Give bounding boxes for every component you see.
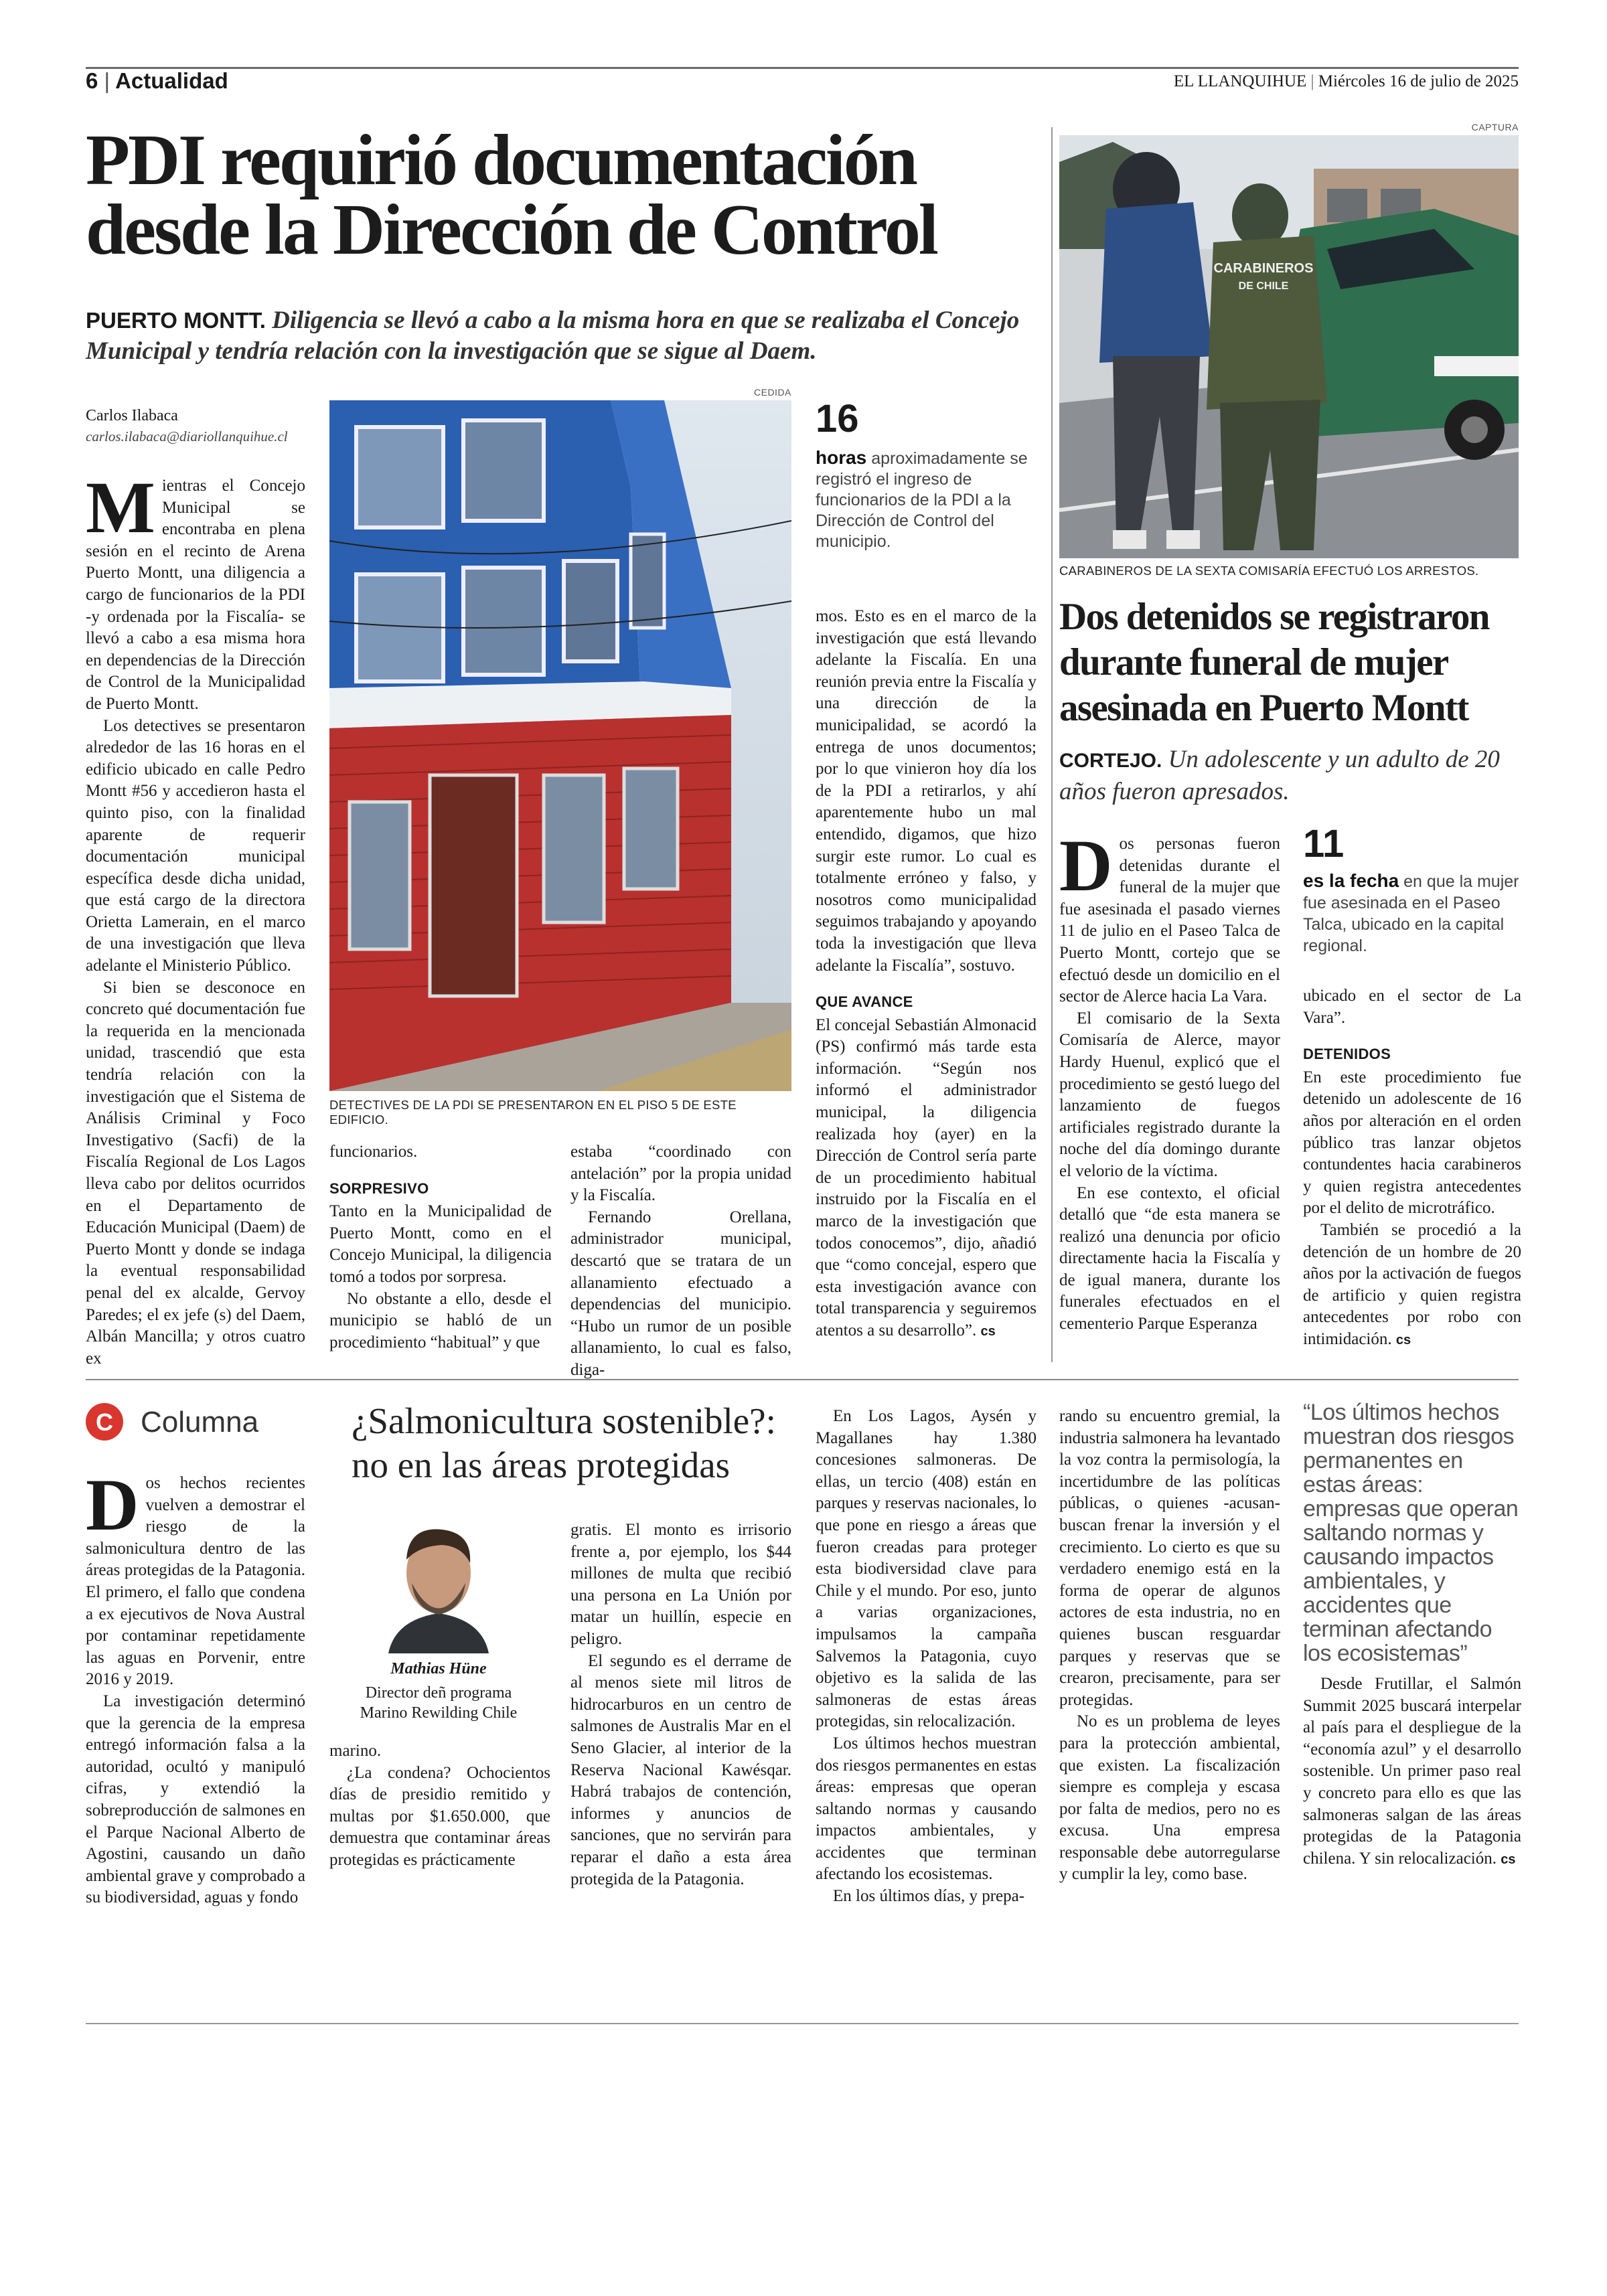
main-photo-credit: CEDIDA [754, 387, 791, 398]
side-headline [1059, 594, 1489, 731]
side-lead-text: Un adolescente y un adulto de 20 años fueron apresados. [1059, 746, 1500, 805]
column-col1-p2: La investigación determinó que la gerencia de la empresa entregó información falsa a la autoridad, ocultó y manipuló cifras, y extendió la sobreproducción de salmones en el Parque Nacional Alberto de Agostini, causando un daño ambiental grave y comprobado a su biodiversidad, aguas y fondo [86, 1692, 305, 1907]
column-col2-p2: ¿La condena? Ochocientos días de presidio remitido y multas por $1.650.000, que demuestra que contaminar áreas protegidas es prácticamente [329, 1763, 550, 1869]
column-col4-p3: En los últimos días, y prepa- [833, 1887, 1025, 1906]
side-end-mark: cs [1395, 1332, 1411, 1347]
header-separator: | [104, 68, 110, 93]
column-col1-p1: os hechos recientes vuelven a demostrar el riesgo de la salmonicultura dentro de las áreas protegidas de la Patagonia. El primero, el fallo que condena a ex ejecutivos de Nova Austral por contaminar repetidamente las aguas en Porvenir, entre 2016 y 2019. [86, 1474, 305, 1689]
main-col4-p2: El concejal Sebastián Almonacid (PS) confirmó más tarde esta información. “Según nos informó el administrador municipal, la diligencia realizada hoy (ayer) en la Dirección de Control sería parte de un procedimiento habitual instruido por la Fiscalía en el marco de la investigación que todos conocemos”, dijo, añadió que “como concejal, espero que esta investigación avance con total transparencia y seguiremos atentos a su desarrollo”. [816, 1015, 1037, 1339]
column-badge-letter: C [96, 1408, 113, 1436]
side-headline-line-1: Dos detenidos se registraron [1059, 596, 1489, 638]
column-col-1 [86, 1464, 305, 1909]
bottom-rule [86, 2023, 1519, 2024]
column-title-line-1: ¿Salmonicultura sostenible?: [352, 1400, 776, 1441]
side-headline-line-2: durante funeral de mujer [1059, 641, 1448, 683]
column-col6-p1: Desde Frutillar, el Salmón Summit 2025 buscará interpelar al país para el despliegue de la “economía azul” y el desarrollo sostenible. Un primer paso real y concreto para ello es que las salmoneras salgan de las áreas protegidas de la Patagonia chilena. Y sin relocalización. [1303, 1675, 1521, 1868]
main-lead-text: Diligencia se llevó a cabo a la misma hora en que se realizaba el Concejo Municipal y tendría relación con la investigación que se sigue al Daem. [86, 307, 1020, 365]
column-col2-p1: marino. [329, 1742, 382, 1760]
column-col5-p1: rando su encuentro gremial, la industria salmonera ha levantado la voz contra la permisología, la incertidumbre de las políticas públicas, o quienes -acusan- buscan frenar la inversión y el crecimiento. Lo cierto es que su verdadero enemigo está en la forma de operar de algunos actores de esta industria, no en quienes buscan resguardar parques y reservas que se crearon, precisamente, para ser protegidas. [1059, 1407, 1280, 1709]
column-author-role-line-1: Director deñ programa [365, 1684, 512, 1702]
column-title-line-2: no en las áreas protegidas [352, 1445, 731, 1485]
column-author-role [341, 1683, 536, 1723]
header-top-rule [86, 67, 1519, 69]
publication-date: Miércoles 16 de julio de 2025 [1318, 72, 1519, 90]
side-col2-p3: También se procedió a la detención de un hombre de 20 años por la activación de fuegos de artificio y quien registra antecedentes por robo con intimidación. [1303, 1220, 1521, 1348]
side-col1-p1: os personas fueron detenidas durante el funeral de la mujer que fue asesinada el pasado viernes 11 de julio en el Paseo Talca de Puerto Montt, cortejo que se efectuó desde un domicilio en el sector de Alerce hacia La Vara. [1059, 835, 1280, 1006]
side-col1-p3: En ese contexto, el oficial detalló que “de esta manera se realizó una denuncia por oficio directamente hacia la Fiscalía y de igual manera, durante los funerales efectuados en el cementerio Parque Esperanza [1059, 1183, 1280, 1333]
column-col-3 [570, 1520, 791, 1890]
main-col4-subhead: QUE AVANCE [816, 993, 913, 1011]
page-number: 6 [86, 68, 98, 93]
side-col2-subhead: DETENIDOS [1303, 1046, 1391, 1063]
newspaper-name: EL LLANQUIHUE [1173, 72, 1307, 90]
main-headline-line-1: PDI requirió documentación [86, 120, 916, 200]
side-stat-box [1303, 870, 1521, 957]
side-stat-bold: es la fecha [1303, 870, 1399, 891]
side-stat-number: 11 [1303, 822, 1345, 866]
main-stat-box [816, 447, 1032, 552]
section-rule [86, 1379, 1519, 1380]
main-photo-building [329, 400, 791, 1091]
side-photo-credit: CAPTURA [1471, 122, 1519, 133]
main-headline-line-2: desde la Dirección de Control [86, 190, 937, 270]
main-col3-p2: Fernando Orellana, administrador municipal, descartó que se tratara de un allanamiento efectuado a dependencias del municipio. “Hubo un rumor de un posible allanamiento, lo cual es falso, diga- [570, 1208, 791, 1379]
column-divider [1051, 127, 1053, 1362]
main-author-email[interactable]: carlos.ilabaca@diariollanquihue.cl [86, 428, 288, 444]
main-end-mark: cs [980, 1324, 996, 1339]
column-col5-p2: No es un problema de leyes para la protección ambiental, que existen. La fiscalización siempre es compleja y escasa por falta de medios, pero no es excusa. Una empresa responsable debe autorregularse y cumplir la ley, como base. [1059, 1712, 1280, 1884]
side-stat-text: en que la mujer fue asesinada en el Paseo Talca, ubicado en la capital regional. [1303, 872, 1519, 955]
page-header-right [1174, 72, 1519, 91]
section-name: Actualidad [115, 68, 228, 93]
column-col3-p2: El segundo es el derrame de al menos siete mil litros de hidrocarburos en un centro de salmones de Australis Mar en el Seno Glacier, al interior de la Reserva Nacional Kawésqar. Habrá trabajos de contención, informes y anuncios de sanciones, que no servirán para reparar el daño a esta área protegida de la Patagonia. [570, 1651, 791, 1888]
main-lead [86, 305, 1023, 367]
column-badge [86, 1403, 123, 1441]
main-col2-p1: funcionarios. [329, 1143, 418, 1161]
side-article-col-1 [1059, 825, 1280, 1335]
side-photo-caption: CARABINEROS DE LA SEXTA COMISARÍA EFECTUÓ LOS ARRESTOS. [1059, 564, 1479, 578]
main-col1-p1: ientras el Concejo Municipal se encontraba en plena sesión en el recinto de Arena Puerto Montt, una diligencia a cargo de funcionarios de la PDI -y ordenada por la Fiscalía- se llevó a cabo a esa misma hora en dependencias de la Dirección de Control de la Municipalidad de Puerto Montt. [86, 477, 305, 713]
column-title [352, 1399, 776, 1487]
side-dropcap: D [1059, 825, 1113, 906]
main-article-col-2 [329, 1141, 552, 1354]
column-end-mark: cs [1501, 1852, 1516, 1867]
column-author-name: Mathias Hüne [390, 1660, 487, 1677]
side-lead [1059, 744, 1521, 807]
side-photo-arrest [1059, 135, 1519, 558]
vest-text-2: DE CHILE [1238, 280, 1289, 292]
side-article-col-2 [1303, 985, 1521, 1351]
main-dropcap: M [86, 467, 155, 548]
main-col1-p3: Si bien se desconoce en concreto qué documentación fue la requerida en la mencionada unidad, trascendió que esta tendría relación con la investigación que el Sistema de Análisis Criminal y Foco Investigativo (Sacfi) de la Fiscalía Regional de Los Lagos lleva cabo por delitos ocurridos en el Departamento de Educación Municipal (Daem) de Puerto Montt y donde se indaga la eventual responsabilidad penal del ex alcalde, Gervoy Paredes; el ex jefe (s) del Daem, Albán Mancilla; y otros cuatro ex [86, 978, 305, 1368]
main-stat-bold: horas [816, 447, 867, 468]
avatar [382, 1520, 495, 1653]
column-col4-p1: En Los Lagos, Aysén y Magallanes hay 1.380 concesiones salmoneras. De ellas, un tercio (408) están en parques y reservas nacionales, lo que pone en riesgo a áreas que fueron creadas para proteger esta biodiversidad clave para Chile y el mundo. Por eso, junto a varias organizaciones, impulsamos la campaña Salvemos la Patagonia, cuyo objetivo es la salida de las salmoneras de estas áreas protegidas, sin relocalización. [816, 1407, 1037, 1731]
main-article-col-4 [816, 606, 1037, 1343]
side-col2-p2: En este procedimiento fue detenido un adolescente de 16 años por alteración en el orden público tras lanzar objetos contundentes hacia carabineros y quien registra antecedentes por el delito de microtráfico. [1303, 1068, 1521, 1218]
main-col2-subhead: SORPRESIVO [329, 1179, 429, 1197]
header-separator-2: | [1310, 72, 1314, 90]
main-headline [86, 120, 937, 270]
main-col2-p3: No obstante a ello, desde el municipio se habló de un procedimiento “habitual” y que [329, 1289, 552, 1351]
column-label: Columna [141, 1406, 259, 1439]
main-stat-text: aproximadamente se registró el ingreso de funcionarios de la PDI a la Dirección de Control del municipio. [816, 449, 1028, 551]
side-headline-line-3: asesinada en Puerto Montt [1059, 687, 1468, 729]
main-col1-p2: Los detectives se presentaron alrededor de las 16 horas en el edificio ubicado en calle Pedro Montt #56 y accedieron hasta el quinto piso, con la finalidad aparente de requerir documentación municipal específica desde dicha unidad, que está cargo de la directora Orietta Lamerain, en el marco de una investigación que lleva adelante el Ministerio Público. [86, 716, 305, 975]
arrest-illustration [1059, 135, 1519, 558]
vest-text: CARABINEROS [1213, 261, 1314, 276]
column-dropcap: D [86, 1464, 139, 1546]
side-lead-kicker: CORTEJO. [1059, 750, 1162, 772]
column-col-2 [329, 1740, 550, 1872]
building-illustration [329, 400, 791, 1091]
main-stat-number: 16 [816, 397, 859, 440]
column-author-photo [382, 1520, 495, 1653]
main-article-col-1 [86, 467, 305, 1370]
side-col2-p1: ubicado en el sector de La Vara”. [1303, 987, 1521, 1027]
main-lead-kicker: PUERTO MONTT. [86, 308, 266, 333]
page-header-left [86, 68, 228, 94]
main-col3-p1: estaba “coordinado con antelación” por la propia unidad y la Fiscalía. [570, 1143, 791, 1205]
main-col2-p2: Tanto en la Municipalidad de Puerto Montt, como en el Concejo Municipal, la diligencia tomó a todos por sorpresa. [329, 1202, 552, 1286]
column-pull-quote: “Los últimos hechos muestran dos riesgos permanentes en estas áreas: empresas que operan saltando normas y causando impactos ambientales, y accidentes que terminan afectando los ecosistemas” [1303, 1400, 1519, 1666]
column-col4-p2: Los últimos hechos muestran dos riesgos permanentes en estas áreas: empresas que operan saltando normas y causando impactos ambientales, y accidentes que terminan afectando los ecosistemas. [816, 1734, 1037, 1884]
column-col3-p1: gratis. El monto es irrisorio frente a, por ejemplo, los $44 millones de multa que recibió una persona en La Unión por matar un huillín, especie en peligro. [570, 1521, 791, 1648]
column-author-role-line-2: Marino Rewilding Chile [360, 1704, 518, 1722]
column-col-6 [1303, 1673, 1521, 1870]
main-col4-p1: mos. Esto es en el marco de la investigación que está llevando adelante la Fiscalía. En una reunión previa entre la Fiscalía y una dirección de la municipalidad, se acordó la entrega de unos documentos; por lo que vinieron hoy día los de la PDI a retirarlos, y ahí aparentemente hubo un mal entendido, digamos, que hizo surgir este rumor. Lo cual es totalmente erróneo y falso, y nosotros como municipalidad seguimos trabajando y apoyando toda la investigación que lleva adelante la Fiscalía”, sostuvo. [816, 607, 1037, 975]
side-col1-p2: El comisario de la Sexta Comisaría de Alerce, mayor Hardy Huenul, explicó que el procedimiento se gestó luego del lanzamiento de fuegos artificiales registrado durante la noche del día domingo durante el velorio de la víctima. [1059, 1009, 1280, 1180]
column-col-5 [1059, 1406, 1280, 1886]
main-author-name: Carlos Ilabaca [86, 407, 178, 424]
column-col-4 [816, 1406, 1037, 1908]
main-photo-caption: DETECTIVES DE LA PDI SE PRESENTARON EN EL PISO 5 DE ESTE EDIFICIO. [329, 1098, 737, 1127]
main-article-col-3 [570, 1141, 791, 1382]
